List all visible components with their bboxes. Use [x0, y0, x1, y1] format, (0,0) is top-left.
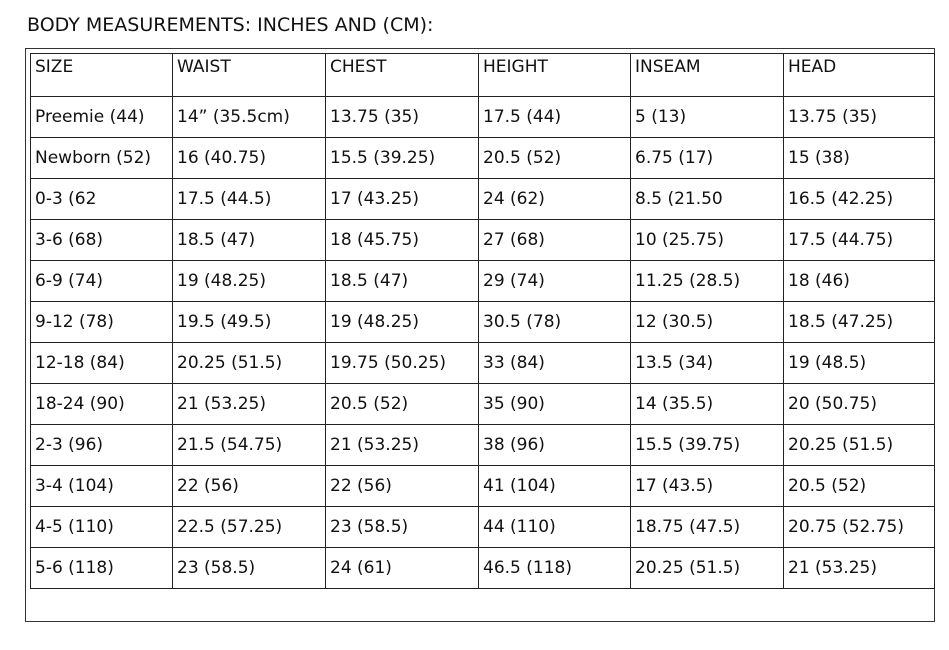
- table-cell-height: 44 (110): [479, 507, 631, 548]
- table-row: [31, 384, 935, 425]
- table-cell-chest: 23 (58.5): [326, 507, 479, 548]
- table-cell-head: 18 (46): [784, 261, 935, 302]
- table-cell-waist: 20.25 (51.5): [173, 343, 326, 384]
- table-cell-size: 18-24 (90): [31, 384, 173, 425]
- table-cell-size: 12-18 (84): [31, 343, 173, 384]
- table-cell-waist: 14” (35.5cm): [173, 97, 326, 138]
- table-cell-chest: 21 (53.25): [326, 425, 479, 466]
- table-cell-head: 19 (48.5): [784, 343, 935, 384]
- table-cell-chest: 18.5 (47): [326, 261, 479, 302]
- table-cell-inseam: 8.5 (21.50: [631, 179, 784, 220]
- table-cell-inseam: 5 (13): [631, 97, 784, 138]
- table-cell-chest: 19 (48.25): [326, 302, 479, 343]
- table-cell-inseam: 10 (25.75): [631, 220, 784, 261]
- table-cell-waist: 21 (53.25): [173, 384, 326, 425]
- table-cell-height: 30.5 (78): [479, 302, 631, 343]
- table-row: [31, 548, 935, 589]
- header-cell-height: HEIGHT: [479, 54, 631, 97]
- table-cell-height: 29 (74): [479, 261, 631, 302]
- table-cell-chest: 20.5 (52): [326, 384, 479, 425]
- table-cell-height: 27 (68): [479, 220, 631, 261]
- table-cell-waist: 22.5 (57.25): [173, 507, 326, 548]
- table-cell-size: 6-9 (74): [31, 261, 173, 302]
- table-cell-inseam: 17 (43.5): [631, 466, 784, 507]
- table-row: [31, 179, 935, 220]
- table-cell-head: 17.5 (44.75): [784, 220, 935, 261]
- table-cell-size: 4-5 (110): [31, 507, 173, 548]
- table-cell-chest: 15.5 (39.25): [326, 138, 479, 179]
- table-cell-head: 21 (53.25): [784, 548, 935, 589]
- table-cell-inseam: 15.5 (39.75): [631, 425, 784, 466]
- table-cell-height: 38 (96): [479, 425, 631, 466]
- header-cell-size: SIZE: [31, 54, 173, 97]
- table-cell-inseam: 6.75 (17): [631, 138, 784, 179]
- table-header-row: [31, 54, 935, 97]
- table-cell-waist: 17.5 (44.5): [173, 179, 326, 220]
- header-cell-chest: CHEST: [326, 54, 479, 97]
- table-cell-inseam: 20.25 (51.5): [631, 548, 784, 589]
- table-cell-height: 20.5 (52): [479, 138, 631, 179]
- table-cell-size: 0-3 (62: [31, 179, 173, 220]
- table-cell-height: 17.5 (44): [479, 97, 631, 138]
- table-cell-head: 13.75 (35): [784, 97, 935, 138]
- table-cell-size: 2-3 (96): [31, 425, 173, 466]
- table-cell-inseam: 14 (35.5): [631, 384, 784, 425]
- table-row: [31, 97, 935, 138]
- table-cell-head: 20.75 (52.75): [784, 507, 935, 548]
- table-cell-inseam: 11.25 (28.5): [631, 261, 784, 302]
- table-row: [31, 261, 935, 302]
- size-chart-table: [30, 53, 935, 589]
- table-row: [31, 466, 935, 507]
- header-cell-inseam: INSEAM: [631, 54, 784, 97]
- table-cell-head: 20.5 (52): [784, 466, 935, 507]
- table-cell-waist: 19 (48.25): [173, 261, 326, 302]
- table-cell-inseam: 13.5 (34): [631, 343, 784, 384]
- header-cell-head: HEAD: [784, 54, 935, 97]
- table-cell-size: 3-6 (68): [31, 220, 173, 261]
- table-cell-height: 24 (62): [479, 179, 631, 220]
- table-cell-height: 33 (84): [479, 343, 631, 384]
- table-cell-size: 3-4 (104): [31, 466, 173, 507]
- table-row: [31, 138, 935, 179]
- table-cell-waist: 23 (58.5): [173, 548, 326, 589]
- table-cell-inseam: 18.75 (47.5): [631, 507, 784, 548]
- table-cell-waist: 21.5 (54.75): [173, 425, 326, 466]
- table-cell-waist: 16 (40.75): [173, 138, 326, 179]
- page-title: BODY MEASUREMENTS: INCHES AND (CM):: [27, 14, 434, 36]
- table-cell-chest: 19.75 (50.25): [326, 343, 479, 384]
- table-cell-size: Preemie (44): [31, 97, 173, 138]
- header-cell-waist: WAIST: [173, 54, 326, 97]
- table-row: [31, 302, 935, 343]
- table-row: [31, 425, 935, 466]
- table-cell-size: 5-6 (118): [31, 548, 173, 589]
- table-cell-head: 20.25 (51.5): [784, 425, 935, 466]
- table-cell-height: 35 (90): [479, 384, 631, 425]
- table-cell-head: 15 (38): [784, 138, 935, 179]
- table-cell-size: Newborn (52): [31, 138, 173, 179]
- table-cell-head: 18.5 (47.25): [784, 302, 935, 343]
- table-cell-chest: 17 (43.25): [326, 179, 479, 220]
- table-cell-head: 20 (50.75): [784, 384, 935, 425]
- table-cell-waist: 19.5 (49.5): [173, 302, 326, 343]
- table-cell-chest: 18 (45.75): [326, 220, 479, 261]
- table-cell-chest: 13.75 (35): [326, 97, 479, 138]
- table-row: [31, 343, 935, 384]
- table-cell-head: 16.5 (42.25): [784, 179, 935, 220]
- table-cell-waist: 18.5 (47): [173, 220, 326, 261]
- table-cell-chest: 24 (61): [326, 548, 479, 589]
- table-cell-inseam: 12 (30.5): [631, 302, 784, 343]
- table-cell-height: 41 (104): [479, 466, 631, 507]
- table-row: [31, 507, 935, 548]
- table-cell-chest: 22 (56): [326, 466, 479, 507]
- table-cell-height: 46.5 (118): [479, 548, 631, 589]
- table-cell-waist: 22 (56): [173, 466, 326, 507]
- table-row: [31, 220, 935, 261]
- table-cell-size: 9-12 (78): [31, 302, 173, 343]
